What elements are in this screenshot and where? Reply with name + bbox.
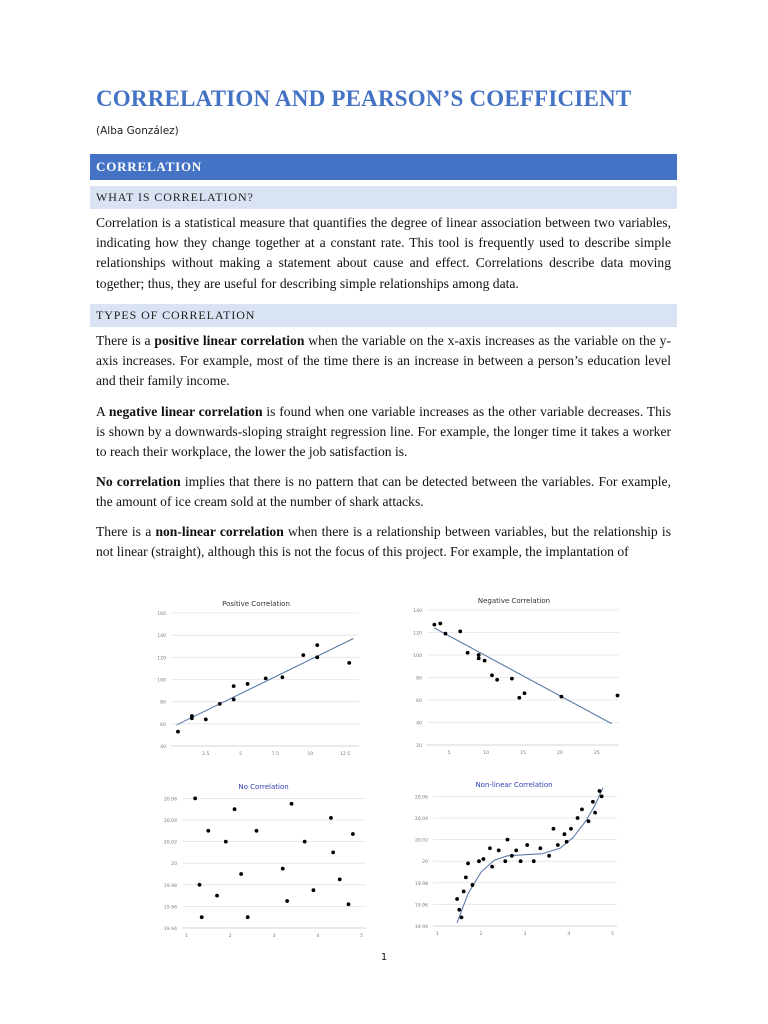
x-tick-label: 10 bbox=[307, 752, 314, 757]
y-tick-label: 40 bbox=[416, 721, 422, 727]
data-point bbox=[514, 849, 518, 853]
y-tick-label: 19.98 bbox=[414, 881, 428, 887]
data-point bbox=[281, 675, 285, 679]
data-point bbox=[315, 655, 319, 659]
section-heading-correlation: CORRELATION bbox=[90, 154, 677, 180]
term-non-linear: non-linear correlation bbox=[155, 524, 284, 539]
data-point bbox=[457, 908, 461, 912]
text-run: when there is a relationship between variables, but the relationship is not linear (straight), although this is not the focus of this project. For example, the implantation of bbox=[96, 524, 671, 560]
data-point bbox=[565, 840, 569, 844]
term-negative-linear: negative linear correlation bbox=[108, 404, 263, 419]
data-point bbox=[351, 832, 355, 836]
data-point bbox=[198, 883, 202, 887]
x-tick-label: 5 bbox=[611, 932, 615, 937]
data-point bbox=[176, 730, 180, 734]
data-point bbox=[232, 684, 236, 688]
data-point bbox=[246, 915, 250, 919]
data-point bbox=[347, 902, 351, 906]
y-tick-label: 19.96 bbox=[414, 903, 428, 909]
x-tick-label: 3 bbox=[523, 932, 527, 937]
term-positive-linear: positive linear correlation bbox=[154, 333, 305, 348]
trendline bbox=[434, 628, 611, 724]
y-tick-label: 60 bbox=[416, 699, 422, 704]
data-point bbox=[517, 696, 521, 700]
data-point bbox=[200, 915, 204, 919]
page-number: 1 bbox=[380, 952, 388, 963]
data-point bbox=[477, 656, 481, 660]
y-tick-label: 40 bbox=[160, 745, 166, 750]
y-tick-label: 20.04 bbox=[163, 819, 177, 824]
data-point bbox=[193, 797, 197, 801]
term-no-correlation: No correlation bbox=[96, 474, 181, 489]
paragraph-negative bbox=[96, 402, 671, 463]
x-tick-label: 10 bbox=[483, 751, 490, 756]
data-point bbox=[331, 851, 335, 855]
data-point bbox=[490, 865, 494, 869]
data-point bbox=[338, 878, 342, 882]
data-point bbox=[246, 682, 250, 686]
text-run: is found when one variable increases as the other variable decreases. This is shown by a downwards-sloping straight regression line. For example, the longer time it takes a worker to reach their workplace, the lower the job satisfaction is. bbox=[96, 404, 671, 460]
trendline bbox=[177, 638, 354, 724]
data-point bbox=[519, 859, 523, 863]
data-point bbox=[347, 661, 351, 665]
data-point bbox=[477, 859, 481, 863]
data-point bbox=[329, 816, 333, 820]
data-point bbox=[233, 807, 237, 811]
data-point bbox=[232, 698, 236, 702]
data-point bbox=[204, 718, 208, 722]
paragraph-definition: Correlation is a statistical measure that quantifies the degree of linear association between two variables, indicating how they change together at a constant rate. This tool is frequently used to describe simple relationships without making a statement about cause and effect. Correlations describe data moving together; thus, they are useful for describing simple relationships among data. bbox=[96, 215, 671, 291]
data-point bbox=[239, 872, 243, 876]
data-point bbox=[462, 890, 466, 894]
x-tick-label: 7.5 bbox=[271, 752, 280, 757]
chart-title: Negative Correlation bbox=[477, 597, 551, 605]
chart-negative-correlation bbox=[403, 590, 625, 758]
data-point bbox=[525, 843, 529, 847]
paragraph-no-correlation bbox=[96, 472, 671, 512]
y-tick-label: 140 bbox=[413, 609, 422, 614]
x-tick-label: 4 bbox=[316, 934, 320, 937]
data-point bbox=[591, 800, 595, 804]
y-tick-label: 20.06 bbox=[163, 797, 177, 803]
data-point bbox=[458, 629, 462, 633]
data-point bbox=[552, 827, 556, 831]
data-point bbox=[506, 838, 510, 842]
chart-title: Non-linear Correlation bbox=[475, 781, 553, 789]
x-tick-label: 3 bbox=[272, 934, 276, 937]
data-point bbox=[600, 795, 604, 799]
text-run: There is a bbox=[96, 524, 156, 539]
x-tick-label: 2 bbox=[228, 934, 232, 937]
data-point bbox=[580, 807, 584, 811]
data-point bbox=[523, 691, 527, 695]
chart-title: Positive Correlation bbox=[222, 600, 290, 608]
data-point bbox=[488, 846, 492, 850]
y-tick-label: 120 bbox=[157, 656, 166, 662]
author-line: (Alba González) bbox=[96, 125, 179, 137]
data-point bbox=[215, 894, 219, 898]
y-tick-label: 20.04 bbox=[414, 817, 428, 822]
x-tick-label: 1 bbox=[435, 932, 439, 937]
data-point bbox=[477, 653, 481, 657]
y-tick-label: 20.06 bbox=[414, 795, 428, 801]
chart-title: No Correlation bbox=[238, 783, 289, 791]
data-point bbox=[464, 876, 468, 880]
data-point bbox=[466, 861, 470, 865]
data-point bbox=[547, 854, 551, 858]
data-point bbox=[438, 622, 442, 626]
y-tick-label: 20 bbox=[422, 860, 428, 866]
data-point bbox=[569, 827, 573, 831]
data-point bbox=[312, 888, 316, 892]
data-point bbox=[495, 678, 499, 682]
y-tick-label: 160 bbox=[157, 612, 166, 617]
data-point bbox=[303, 840, 307, 844]
data-point bbox=[483, 659, 487, 663]
data-point bbox=[255, 829, 259, 833]
y-tick-label: 19.94 bbox=[163, 927, 177, 932]
data-point bbox=[510, 677, 514, 681]
y-tick-label: 20 bbox=[171, 862, 177, 868]
data-point bbox=[497, 849, 501, 853]
x-tick-label: 25 bbox=[593, 751, 600, 756]
x-tick-label: 5 bbox=[447, 751, 451, 756]
y-tick-label: 100 bbox=[157, 678, 166, 684]
data-point bbox=[560, 695, 564, 699]
paragraph-non-linear bbox=[96, 522, 671, 562]
y-tick-label: 80 bbox=[160, 700, 166, 706]
y-tick-label: 120 bbox=[413, 631, 422, 637]
data-point bbox=[455, 897, 459, 901]
y-tick-label: 19.94 bbox=[414, 925, 428, 930]
data-point bbox=[190, 714, 194, 718]
data-point bbox=[538, 846, 542, 850]
x-tick-label: 5 bbox=[360, 934, 364, 937]
x-tick-label: 2.5 bbox=[202, 752, 210, 757]
data-point bbox=[432, 623, 436, 627]
y-tick-label: 80 bbox=[416, 676, 422, 682]
data-point bbox=[556, 843, 560, 847]
y-tick-label: 140 bbox=[157, 634, 166, 640]
x-tick-label: 12.5 bbox=[339, 752, 351, 757]
x-tick-label: 1 bbox=[184, 934, 188, 937]
data-point bbox=[224, 840, 228, 844]
data-point bbox=[576, 816, 580, 820]
x-tick-label: 5 bbox=[239, 752, 243, 757]
x-tick-label: 20 bbox=[556, 751, 563, 756]
subheading-types-of-correlation: TYPES OF CORRELATION bbox=[90, 304, 677, 327]
text-run: There is a bbox=[96, 333, 155, 348]
text-run: A bbox=[96, 404, 109, 419]
data-point bbox=[510, 854, 514, 858]
data-point bbox=[616, 694, 620, 698]
data-point bbox=[290, 802, 294, 806]
chart-positive-correlation bbox=[145, 593, 367, 758]
text-run: implies that there is no pattern that can be detected between the variables. For example, the amount of ice cream sold at the number of shark attacks. bbox=[96, 474, 671, 510]
data-point bbox=[481, 857, 485, 861]
data-point bbox=[444, 632, 448, 636]
y-tick-label: 19.96 bbox=[163, 905, 177, 911]
data-point bbox=[285, 899, 289, 903]
y-tick-label: 20 bbox=[416, 744, 422, 749]
x-tick-label: 15 bbox=[520, 751, 526, 756]
y-tick-label: 20.02 bbox=[414, 838, 428, 844]
text-run: when the variable on the x-axis increases as the variable on the y-axis increases. For example, most of the time there is an increase in between a person’s education level and their family income. bbox=[96, 333, 671, 389]
data-point bbox=[471, 883, 475, 887]
chart-non-linear-correlation bbox=[405, 774, 623, 937]
data-point bbox=[315, 643, 319, 647]
data-point bbox=[587, 819, 591, 823]
y-tick-label: 100 bbox=[413, 654, 422, 659]
paragraph-positive bbox=[96, 331, 671, 392]
data-point bbox=[301, 653, 305, 657]
x-tick-label: 2 bbox=[479, 932, 483, 937]
data-point bbox=[532, 859, 536, 863]
y-tick-label: 20.02 bbox=[163, 840, 177, 846]
data-point bbox=[206, 829, 210, 833]
data-point bbox=[460, 915, 464, 919]
x-tick-label: 4 bbox=[567, 932, 571, 937]
data-point bbox=[264, 676, 268, 680]
data-point bbox=[503, 859, 507, 863]
chart-no-correlation bbox=[156, 776, 371, 937]
data-point bbox=[563, 832, 567, 836]
data-point bbox=[466, 651, 470, 655]
data-point bbox=[281, 867, 285, 871]
document-title: CORRELATION AND PEARSON’S COEFFICIENT bbox=[96, 86, 632, 111]
data-point bbox=[593, 811, 597, 815]
y-tick-label: 19.98 bbox=[163, 883, 177, 889]
data-point bbox=[490, 673, 494, 677]
subheading-what-is-correlation: WHAT IS CORRELATION? bbox=[90, 186, 677, 209]
data-point bbox=[598, 789, 602, 793]
data-point bbox=[218, 702, 222, 706]
y-tick-label: 60 bbox=[160, 722, 166, 728]
